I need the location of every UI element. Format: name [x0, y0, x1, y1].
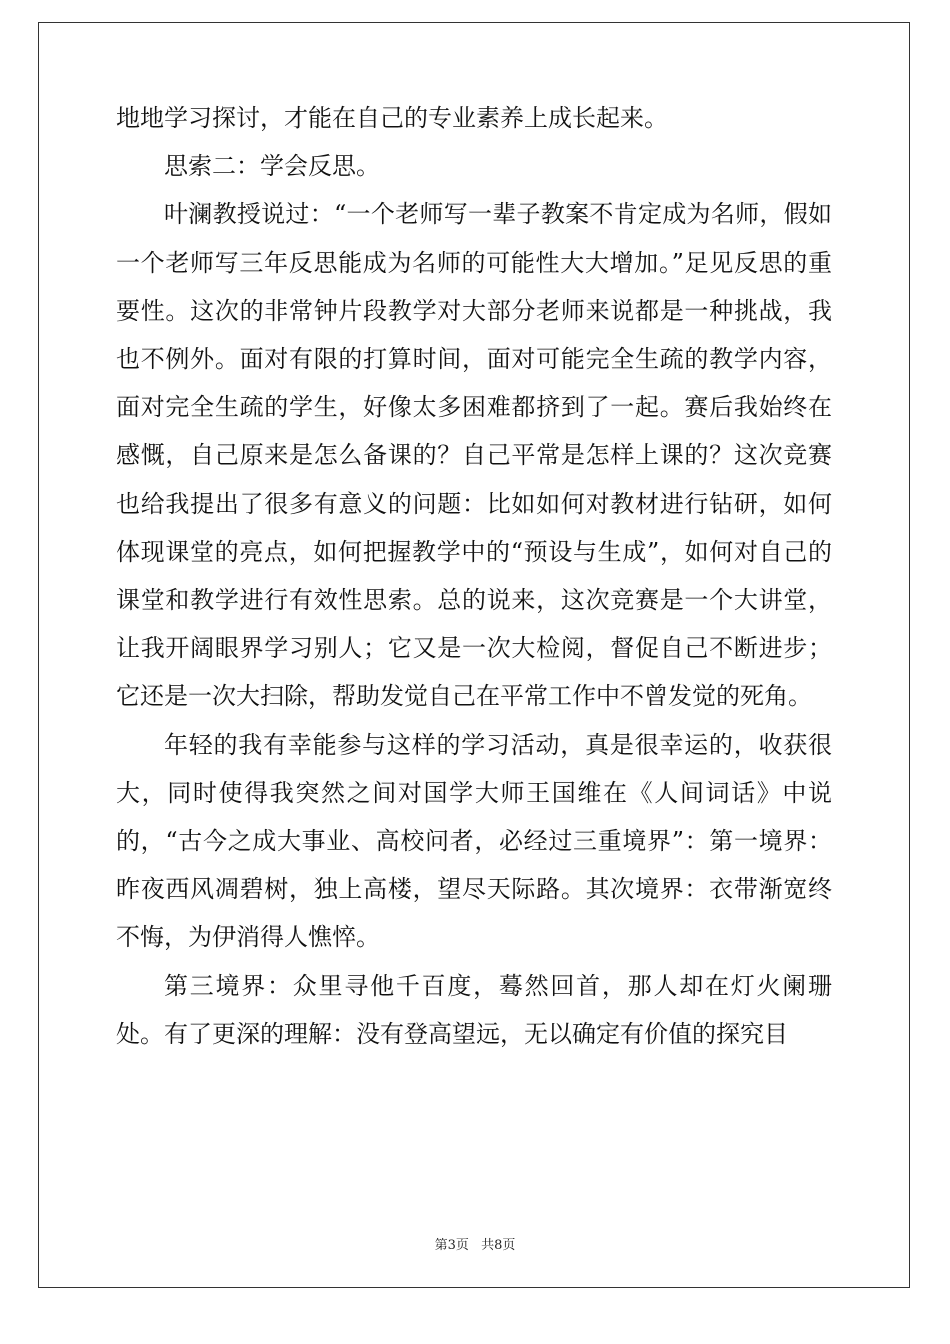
page-footer — [0, 1234, 950, 1253]
page-total: 共8页 — [481, 1238, 516, 1253]
paragraph-3: 叶澜教授说过：“一个老师写一辈子教案不肯定成为名师，假如一个老师写三年反思能成为名师的可能性大大增加。”足见反思的重要性。这次的非常钟片段教学对大部分老师来说都是一种挑战，我也不例外。面对有限的打算时间，面对可能完全生疏的教学内容，面对完全生疏的学生，好像太多困难都挤到了一起。赛后我始终在感慨，自己原来是怎么备课的？自己平常是怎样上课的？这次竞赛也给我提出了很多有意义的问题：比如如何对教材进行钻研，如何体现课堂的亮点，如何把握教学中的“预设与生成”，如何对自己的课堂和教学进行有效性思索。总的说来，这次竞赛是一个大讲堂，让我开阔眼界学习别人；它又是一次大检阅，督促自己不断进步；它还是一次大扫除，帮助发觉自己在平常工作中不曾发觉的死角。 — [116, 200, 832, 711]
paragraph-5: 第三境界：众里寻他千百度，蓦然回首，那人却在灯火阑珊处。有了更深的理解：没有登高望远，无以确定有价值的探究目 — [116, 971, 832, 1048]
document-body — [116, 94, 832, 1058]
paragraph-2: 思索二：学会反思。 — [164, 152, 380, 181]
page-number: 第3页 — [434, 1238, 469, 1253]
paragraph-4: 年轻的我有幸能参与这样的学习活动，真是很幸运的，收获很大，同时使得我突然之间对国学大师王国维在《人间词话》中说的，“古今之成大事业、高校问者，必经过三重境界”：第一境界：昨夜西风凋碧树，独上高楼，望尽天际路。其次境界：衣带渐宽终不悔，为伊消得人憔悴。 — [116, 730, 832, 952]
paragraph-1: 地地学习探讨，才能在自己的专业素养上成长起来。 — [116, 104, 668, 132]
